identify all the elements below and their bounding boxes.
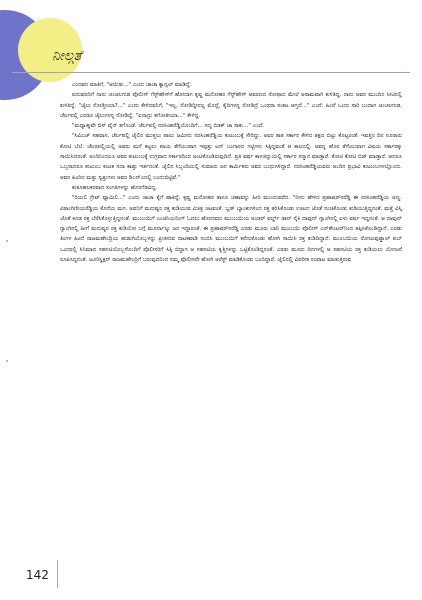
paragraph: "ರಿಯಲಿ ಗ್ರೇಟ್ ಫ್ಯಾಮಿಲಿ..." ಎಂದು ಚಾಚಾ ಕೈಗೆ ಹಾಕಿದ್ದೆ. ಕೃಷ್ಣ ಮನೋಹರ ತಾನೂ ಚಹಾವನ್ನು ಹೀರಿ ಮುಂದುವರೆದ. "ನೀನು ಹೇಳಿದ ಪ್ರಹಾಷರ್‌ನರೆಡ್ಡಿ ಈ ನರಸಿಂಹರೆಡ್ಡಿಯ ಅಣ್ಣ. ವಿಠಾಂಗಿಣೀಯರೆಡ್ಡಿಯ ಕೊನೆಯ ಮಗ. ಅವನಿಗೆ ಮನುಷ್ಯರ ರಕ್ತ ಕುಡಿಯುವ ವಿಚಿತ್ರ ಚಟವಂತೆ. ಬ್ಲಡ್ ಬ್ಯಾಂಕುಗಳಿಂದ ರಕ್ತ ತರಿಸಿಕೊಂಡು ಊಟದ ಜೊತೆ ನಂಚಿಕೊಂಡು ಕುಡಿಯುತ್ತಿದ್ದನಂತೆ. ಮತ್ತೆ ವಿಸ್ಕಿ ಜೊತೆ ಕೂಡ ರಕ್ತ ಬೆರೆಸಿಕೊಳ್ಳುತ್ತಿದ್ದನಂತೆ. ಮುಂಬಯಿಗೆ ಎಂಜಿನಿಯರಿಂಗ್ ಓದಲು ಹೋದವನು ಮುಂಬಯಿಯ ಅಂಡರ್ ವರ್ಲ್ಡ್ ಡಾನ್ ಸೈಕಿ ದಾವುದ್ ಗ್ಯಾಂಗಿನಲ್ಲಿ ಏಳು ವರ್ಷ ಇದ್ದನಂತೆ. ಆ ದಾವುದ್ ಗ್ಯಾಂಗಿನಲ್ಲಿ ಹೀಗೆ ಮನುಷ್ಯರ ರಕ್ತ ಕುಡಿಯೋ ಬಗ್ಗೆ ಮೂರ್ನಾಲ್ಕು ಜನ ಇದ್ದಾರಂತೆ. ಈ ಪ್ರಹಾಷರ್‌ನರೆಡ್ಡಿ ಎರಡು ಮೂರು ಬಾರಿ ಮುಂಬಯಿ ಪೊಲೀಸ್ ಎನ್‌ಕೌಂಟರ್‌ನಿಂದ ತಪ್ಪಿಸಿಕೊಂಡಿದ್ದಾನೆ. ಎರಡು ತಿಂಗಳ ಹಿಂದೆ ರಾಜಮಹೇಂದ್ರಿಯ ಹುಡುಗಿಯೊಬ್ಬಳನ್ನು ಪ್ರೀತಿಸುವ ನಾಟಕವಾಡಿ ನಂಬಿಸಿ ಮುಂಬಯಿಗೆ ಕರೆದುಕೊಂಡು ಹೋಗಿ ಸಾಯಿಸಿ ರಕ್ತ ಕುಡಿದಿದ್ದಾನೆ. ಮುಂಬಯಿಯ ರೋಜುವುಡ್ಡಾಲ್ ಪಬ್ ಒಂದರಲ್ಲಿ ಸಿನಿಮಾದ ಸಹನಟಿಯೊಬ್ಬಳೊಂದಿಗೆ ಪೊಲೀಸರಿಗೆ ಸಿಕ್ಕಿ ಬಿದ್ದಾಗ ಆ ಸಹನಟಿಯ ಕೃತ್ತಿಗಳನ್ನು ಒಟ್ಟಿಕೊಂಡಿದ್ದನಂತೆ. ಎರಡು ಮೂರು ದಿನಗಳಲ್ಲಿ ಆ ಸಹನಟಿಯ ರಕ್ತ ಕುಡಿಯಲು ಯೋಜನೆ ರೂಪಿಸಿದ್ದನಂತೆ. ಜೂರಿಸ್ಡಿಕ್ಷನ್ ರಾಜಮಹೇಂದ್ರಿಗೆ ಬರುವುದರಿಂದ ನಮ್ಮ ಪೊಲೀಸರೇ ಹೋಗಿ ಅರೆಸ್ಟ್ ಮಾಡಿಕೊಂಡು ಬಂದಿದ್ದಾರೆ. ಜೈಲಿನಲ್ಲಿ ವಿಪರೀತ ರಂಪಾಟ ಮಾಡುತ್ತಿರುವ bbox=[60, 195, 402, 264]
paragraph: ಕುತೂಹಲಕರವಾದ ಸಂಗತಿಗಳನ್ನು ಹೊರಗೆಡವಿದ್ದ. bbox=[72, 184, 158, 191]
paragraph: "ಸಿವಿಎಚ್ ಸಹವಾಸ, ಚೆರ್ಲಪಲ್ಲಿ ಜೈಲಿನ ಮುತ್ತಲು ಪಾಲು ಜಮೀನು ನರಸಿಂಹರೆಡ್ಡಿಯ ಕುಟುಂಬಕ್ಕೆ ಸೇರಿದ್ದು. ಅವರ ತಾತ ಸರ್ಕಾರ ಕೇಳಿದ ತಕ್ಷಣ ಬಿಟ್ಟು ಕೊಟ್ಟರಂತೆ. ಇವತ್ತಿನ ದಿನ ನೂರಾರು ಕೋಟಿ ಬೆಲೆ. ಚೆಲರಪಲ್ಲಿಯಲ್ಲಿ ಅವರು ಮನೆ ಕಟ್ಟಲು ಪಾಯ ತೆಗೆಯುವಾಗ ಇಪ್ಪತ್ತು ಟನ್ ಬಂಗಾರದ ಗಟ್ಟಿಗಳು ಸಿಕ್ಕಿದ್ದವಂತೆ ಆ ಕಾಲದಲ್ಲಿ. ಅವನ್ನ ಹೊರ ತೆಗೆಯುವಾಗ ವಿಷಯ ಸರ್ಕಾರಕ್ಕು ಸಾಯಿಸಿದರಂತೆ. ಅಂದಿನಿಂದಲೂ ಅವರ ಕುಟುಂಬಕ್ಕೆ ಉಗ್ರವಾದ ಸರ್ಕಾರದಿಂದ ಅಂಟಿಕೊಂಡಿರುವುದಿದೆ. ಪ್ರತಿ ವರ್ಷ ಕಾಳಜಿನ್ನುಯಲ್ಲಿ ಸರ್ಕಾರ ಸನ್ಮಾನ ಮಾಡ್ತಾರೆ. ಕೋಟಿ ಕೋಟಿ ಬಿಡ್ ಮಾಡ್ತಾರೆ. ಆದರೂ ಒಬ್ಬರಾದರೂ ಕುಟುಂಬ ಕಂಟಕ ಸದಾ ಕಾಡ್ತು ಇರ್ತದಂತೆ. ಜೈಲಿನ ಸಿಬ್ಬಂದಿಯಲ್ಲಿ ಸುಮಾರು ಜನ ಕಾರ್ಮಿಕರು ಅವರ ಬಂಧುಗಳಿದ್ದಾರೆ. ನರಸಿಂಹರೆಡ್ಡಿಯವರು ಅಂದಿನ ಪ್ರಭಾವಿ ಕುಟುಂಬಗಳಲ್ಲೊಂದು. ಅವರ ಹಿಂದಿನ ಮತ್ತು ಸ್ವತ್ತುಗಳು ಅವರ ಡಿಎನ್‌ಎನಲ್ಲಿ ಬಂದುಬಿಟ್ಟಿವೆ." bbox=[60, 133, 402, 181]
margin-dot bbox=[6, 240, 8, 242]
paragraph: ಐದುವರದಿಗೆ ನಾನು ಚಂಚಲಗುಡ ಪೊಲೀಸ್ ಗೆಸ್ಟ್‌ಹೌಸ್‌ಗೆ ಹೋದಾಗ ಕೃಷ್ಣ ಮನೋಹರ ಗೆಸ್ಟ್‌ಹೌಸ್ ಆವರಣದ ಸೋಫಾದ ಮೇಲೆ ಆರಾಮವಾಗಿ ಕುಳಿತಿದ್ದ. ನಾನು ಅವನ ಮುಂದಿನ ಸೀಟಿನಲ್ಲಿ ಕುಳಿತಿದ್ದೆ. "ಜೈಲು ನೋಡ್ತೀಯಾ?..." ಎಂದು ಕೇಳಿದವನಿಗೆ, "ಇಲ್ಲ, ನೋಡಿದ್ದೀನಲ್ಲ ಮೊದ್ಲೆ, ಕೈದಿಗಳನ್ನ ನೋಡಿದ್ರೆ ಒಂಥರಾ ಸಂಕಟ ಆಗ್ತದೆ..." ಎಂದೆ. ಹಿಂದೆ ಒಂದು ಸಾರಿ ಬಂದಾಗ ಚಂಚಲಗುಡ, ಚೆರ್ಲಪಲ್ಲಿ ಎರಡೂ ಜೈಲುಗಳನ್ನ ನೋಡಿದ್ದೆ. "ಏನಾದ್ರು ತಗೋತೀಯಾ..." ಕೇಳಿದ್ದ. bbox=[60, 92, 402, 119]
header-rule bbox=[12, 72, 410, 73]
section-title: ನೀಲ್ಗತೆ bbox=[52, 48, 82, 64]
margin-rule bbox=[57, 560, 58, 588]
margin-dot bbox=[6, 360, 8, 362]
paragraph: "ಮಧ್ಯಾಹ್ನವೇ ಬಿಸ್ ವೈನ್ ತಗೊಂಡೆ. ಚೆರ್ಲಪಲ್ಲಿ ನರಸಿಂಹರೆಡ್ಡಿಯೊಂದಿಗೆ... ಸದ್ಯ ಬಿಡಕ್ ಚಾ ಸಾಕು..." ಎಂದೆ. bbox=[72, 123, 265, 130]
paragraph: ಎಂದವನ ಮಾತಿಗೆ, "ಆಯಿತು..." ಎಂದು ಚಾಚಾ ಕ್ಯಾನ್ಸಲ್ ಮಾಡಿದ್ದೆ. bbox=[72, 82, 192, 88]
page-number: 142 bbox=[26, 568, 49, 582]
body-text bbox=[60, 80, 402, 265]
